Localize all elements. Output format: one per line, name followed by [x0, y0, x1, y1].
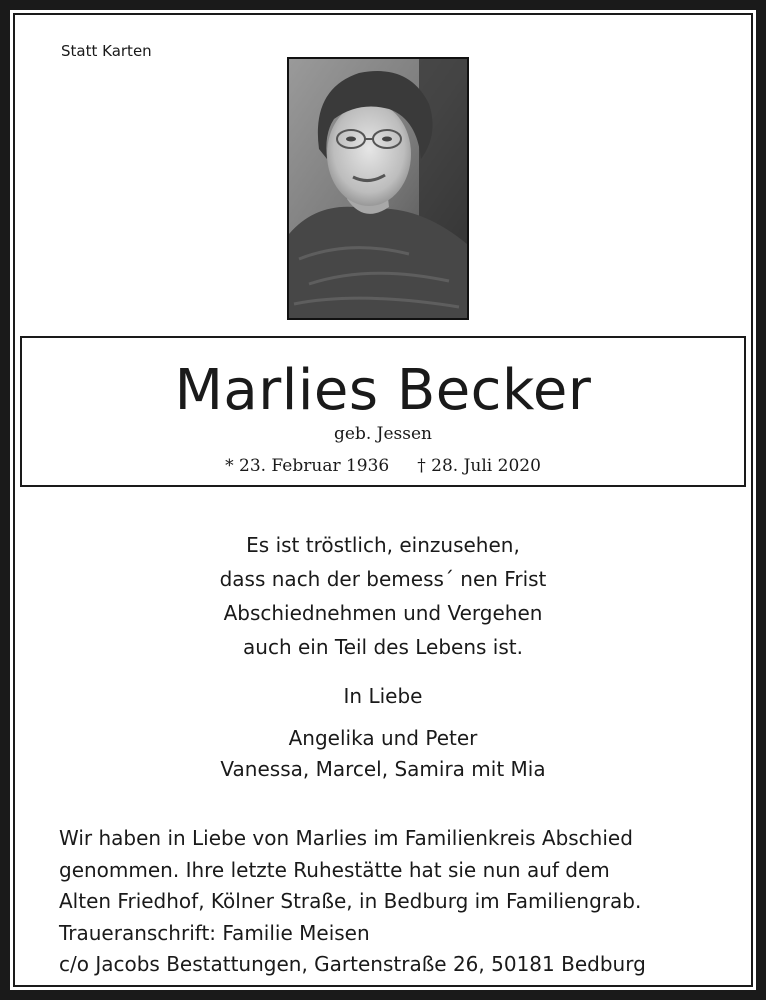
- mourners: [0, 723, 766, 785]
- maiden-name: geb. Jessen: [334, 424, 432, 444]
- header-note: Statt Karten: [61, 42, 152, 60]
- message-line: Traueranschrift: Familie Meisen: [59, 920, 370, 945]
- portrait-photo: [287, 57, 469, 320]
- mourner-line: Vanessa, Marcel, Samira mit Mia: [220, 757, 546, 781]
- message-line: Alten Friedhof, Kölner Straße, in Bedburg im Familiengrab.: [59, 889, 642, 913]
- birth-date: * 23. Februar 1936: [225, 456, 390, 476]
- mourner-line: Angelika und Peter: [288, 726, 478, 750]
- poem-line: Abschiednehmen und Vergehen: [223, 601, 543, 625]
- notice-message: [59, 823, 729, 981]
- life-dates: [0, 455, 766, 477]
- message-line: Wir haben in Liebe von Marlies im Familienkreis Abschied: [59, 826, 633, 850]
- poem: [0, 528, 766, 664]
- closing-phrase: In Liebe: [343, 684, 423, 708]
- message-line: c/o Jacobs Bestattungen, Gartenstraße 26, 50181 Bedburg: [59, 952, 646, 976]
- poem-line: dass nach der bemess´ nen Frist: [219, 567, 547, 591]
- death-date: † 28. Juli 2020: [417, 456, 541, 476]
- poem-line: auch ein Teil des Lebens ist.: [243, 635, 523, 659]
- deceased-name: Marlies Becker: [174, 358, 592, 423]
- poem-line: Es ist tröstlich, einzusehen,: [246, 533, 520, 557]
- message-line: genommen. Ihre letzte Ruhestätte hat sie nun auf dem: [59, 857, 610, 882]
